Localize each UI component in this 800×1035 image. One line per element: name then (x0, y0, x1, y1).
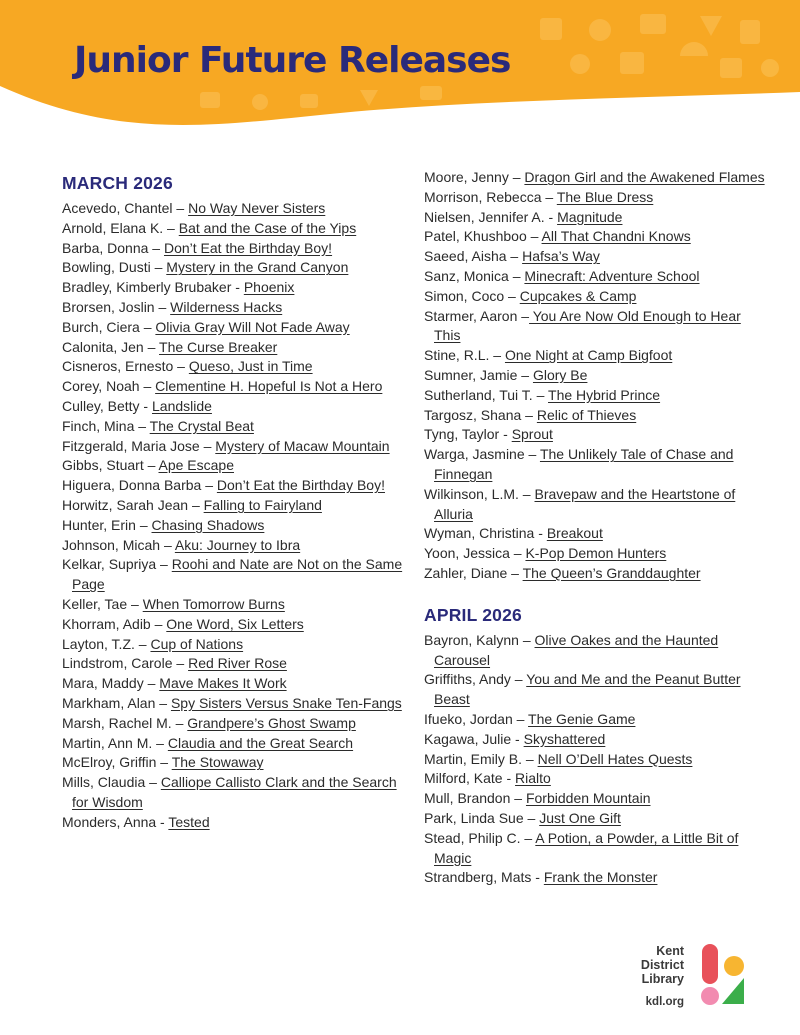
book-author: Zahler, Diane (424, 564, 508, 581)
separator: – (152, 734, 168, 751)
book-title-link[interactable]: Clementine H. Hopeful Is Not a Hero (155, 378, 383, 395)
separator: – (199, 437, 216, 454)
book-entry (62, 516, 407, 536)
book-author: Strandberg, Mats (424, 869, 532, 886)
separator: – (171, 714, 188, 731)
separator: – (143, 457, 159, 474)
book-title-link[interactable]: Frank the Monster (543, 869, 658, 886)
book-title-link[interactable]: The Genie Game (528, 710, 636, 727)
book-entry (62, 456, 407, 476)
book-entry (62, 674, 407, 694)
book-title-link[interactable]: Calliope Callisto Clark and the Search for Wisdom (72, 774, 397, 810)
logo-name (641, 944, 684, 986)
separator: – (156, 754, 172, 771)
book-entry (424, 868, 769, 888)
book-author: Marsh, Rachel M. (62, 714, 172, 731)
book-title-link[interactable]: The Stowaway (171, 754, 264, 771)
book-title-link[interactable]: No Way Never Sisters (188, 200, 326, 216)
book-entry (62, 357, 407, 377)
book-author: Mara, Maddy (62, 675, 144, 692)
book-entry (424, 670, 769, 710)
book-title-link[interactable]: Chasing Shadows (151, 516, 265, 533)
book-title-link[interactable]: When Tomorrow Burns (142, 595, 285, 612)
book-title-link[interactable]: Tested (168, 813, 210, 830)
book-title-link[interactable]: Nell O’Dell Hates Quests (537, 750, 693, 767)
separator: – (150, 259, 167, 276)
book-title-link[interactable]: Just One Gift (539, 809, 621, 826)
book-entry (424, 710, 769, 730)
separator: - (502, 770, 516, 787)
book-title-link[interactable]: The Hybrid Prince (548, 386, 661, 403)
book-title-link[interactable]: Mystery in the Grand Canyon (166, 259, 349, 276)
separator: – (506, 248, 523, 265)
separator: - (156, 813, 169, 830)
separator: – (134, 635, 151, 652)
separator: – (173, 358, 189, 375)
section-gap (424, 584, 769, 602)
section-heading: MARCH 2026 (62, 173, 173, 193)
separator: – (134, 417, 150, 434)
separator: – (135, 516, 152, 533)
separator: – (524, 446, 540, 463)
separator: – (188, 496, 204, 513)
book-author: McElroy, Griffin (62, 754, 157, 771)
book-title-link[interactable]: Wilderness Hacks (170, 298, 283, 315)
book-entry (424, 287, 769, 307)
separator: – (521, 406, 537, 423)
book-entry (424, 769, 769, 789)
book-entry (424, 247, 769, 267)
logo-line-3: Library (641, 972, 684, 986)
book-author: Tyng, Taylor (424, 426, 500, 443)
separator: – (520, 829, 536, 846)
book-author: Monders, Anna (62, 813, 157, 830)
book-author: Fitzgerald, Maria Jose (62, 437, 200, 454)
separator: – (489, 347, 505, 364)
book-entry (424, 307, 769, 347)
book-author: Moore, Jenny (424, 169, 509, 185)
separator: – (148, 239, 164, 256)
book-entry (62, 635, 407, 655)
book-author: Warga, Jasmine (424, 446, 525, 463)
logo-line-2: District (640, 958, 684, 972)
book-title-link[interactable]: Grandpere’s Ghost Swamp (187, 714, 356, 731)
separator: – (518, 631, 535, 648)
book-entry (62, 258, 407, 278)
separator: – (155, 694, 171, 711)
separator: – (160, 536, 175, 553)
separator: – (517, 366, 533, 383)
column-left (62, 168, 407, 833)
book-author: Simon, Coco (424, 287, 505, 304)
separator: – (143, 675, 160, 692)
separator: – (526, 228, 542, 245)
separator: – (522, 750, 538, 767)
logo-url: kdl.org (645, 996, 684, 1008)
book-title-link[interactable]: Don’t Eat the Birthday Boy! (216, 477, 385, 494)
separator: – (517, 307, 530, 324)
book-entry (424, 750, 769, 770)
book-title-link[interactable]: Cup of Nations (150, 635, 244, 652)
book-entry (62, 694, 407, 714)
separator: – (508, 267, 525, 284)
book-title-link[interactable]: K-Pop Demon Hunters (525, 545, 667, 562)
book-entry (424, 406, 769, 426)
book-title-link[interactable]: Queso, Just in Time (188, 358, 313, 375)
separator: – (172, 655, 189, 672)
book-title-link[interactable]: A Potion, a Powder, a Little Bit of Magic (434, 829, 739, 866)
book-entry (424, 168, 769, 188)
book-entry (424, 188, 769, 208)
book-title-link[interactable]: Aku: Journey to Ibra (174, 536, 301, 553)
separator: – (541, 188, 557, 205)
book-entry (424, 829, 769, 869)
book-title-link[interactable]: Falling to Fairyland (203, 496, 322, 513)
separator: – (510, 671, 527, 688)
book-title-link[interactable]: Rialto (515, 770, 551, 787)
book-entry (62, 595, 407, 615)
book-title-link[interactable]: The Curse Breaker (159, 338, 278, 355)
book-entry (62, 714, 407, 734)
book-author: Bayron, Kalynn (424, 631, 519, 648)
book-title-link[interactable]: Breakout (546, 525, 603, 542)
column-right (424, 168, 769, 888)
book-entry (424, 346, 769, 366)
book-title-link[interactable]: Phoenix (243, 279, 295, 296)
book-entry (62, 496, 407, 516)
book-author: Bradley, Kimberly Brubaker (62, 279, 232, 296)
book-author: Sumner, Jamie (424, 366, 518, 383)
book-author: Arnold, Elana K. (62, 219, 164, 236)
separator: – (518, 485, 535, 502)
book-author: Stead, Philip C. (424, 829, 521, 846)
book-entry (424, 789, 769, 809)
book-title-link[interactable]: Minecraft: Adventure School (524, 267, 700, 284)
book-entry (62, 278, 407, 298)
book-author: Saeed, Aisha (424, 248, 507, 265)
book-entry (424, 445, 769, 485)
book-author: Hunter, Erin (62, 516, 136, 533)
book-title-link[interactable]: You and Me and the Peanut Butter Beast (434, 671, 741, 708)
book-entry (62, 654, 407, 674)
book-author: Keller, Tae (62, 595, 128, 612)
separator: – (172, 200, 189, 216)
separator: - (231, 279, 244, 296)
book-title-link[interactable]: You Are Now Old Enough to Hear This (434, 307, 741, 344)
book-title-link[interactable]: Mave Makes It Work (159, 675, 287, 692)
separator: – (150, 615, 167, 632)
book-title-link[interactable]: Hafsa’s Way (522, 248, 600, 265)
book-author: Griffiths, Andy (424, 671, 511, 688)
book-title-link[interactable]: Relic of Thieves (536, 406, 637, 423)
book-title-link[interactable]: Dragon Girl and the Awakened Flames (524, 169, 765, 185)
book-author: Nielsen, Jennifer A. (424, 208, 545, 225)
book-author: Patel, Khushboo (424, 228, 527, 245)
book-author: Yoon, Jessica (424, 545, 510, 562)
book-entry (62, 417, 407, 437)
separator: – (532, 386, 549, 403)
book-title-link[interactable]: Forbidden Mountain (525, 790, 651, 807)
book-author: Sutherland, Tui T. (424, 386, 533, 403)
book-title-link[interactable]: Spy Sisters Versus Snake Ten-Fangs (170, 694, 402, 711)
separator: – (143, 338, 160, 355)
separator: - (511, 730, 524, 747)
book-title-link[interactable]: The Unlikely Tale of Chase and Finnegan (434, 446, 734, 482)
book-entry (62, 377, 407, 397)
book-entry (62, 219, 407, 239)
book-author: Finch, Mina (62, 417, 135, 434)
book-title-link[interactable]: Mystery of Macaw Mountain (215, 437, 390, 454)
book-author: Wilkinson, L.M. (424, 485, 519, 502)
book-title-link[interactable]: Roohi and Nate are Not on the Same Page (72, 556, 403, 593)
book-entry (424, 631, 769, 671)
book-entry (424, 386, 769, 406)
book-author: Targosz, Shana (424, 406, 522, 423)
page-title: Junior Future Releases (74, 40, 511, 81)
separator: - (534, 525, 547, 542)
book-entry (424, 208, 769, 228)
book-title-link[interactable]: Cupcakes & Camp (519, 287, 637, 304)
book-author: Horwitz, Sarah Jean (62, 496, 189, 513)
book-author: Khorram, Adib (62, 615, 151, 632)
book-entry (62, 397, 407, 417)
separator: – (508, 169, 525, 185)
book-entry (62, 773, 407, 813)
book-author: Lindstrom, Carole (62, 655, 173, 672)
book-title-link[interactable]: Sprout (511, 426, 553, 443)
book-author: Cisneros, Ernesto (62, 358, 174, 375)
book-author: Mull, Brandon (424, 790, 511, 807)
separator: – (163, 219, 179, 236)
book-entry (424, 267, 769, 287)
book-entry (424, 425, 769, 445)
book-author: Bowling, Dusti (62, 259, 151, 276)
book-entry (62, 476, 407, 496)
book-entry (62, 555, 407, 595)
book-author: Ifueko, Jordan (424, 710, 513, 727)
book-entry (424, 485, 769, 525)
separator: – (154, 298, 171, 315)
book-author: Barba, Donna (62, 239, 149, 256)
book-author: Kelkar, Supriya (62, 556, 157, 573)
book-author: Stine, R.L. (424, 347, 490, 364)
book-author: Milford, Kate (424, 770, 503, 787)
book-entry (62, 199, 407, 219)
kdl-logo-mark-icon (694, 942, 774, 1012)
separator: – (139, 378, 156, 395)
book-title-link[interactable]: Ape Escape (158, 457, 234, 474)
book-entry (62, 239, 407, 259)
book-title-link[interactable]: Claudia and the Great Search (167, 734, 354, 751)
kdl-logo (614, 938, 774, 1018)
book-entry (424, 544, 769, 564)
book-author: Mills, Claudia (62, 774, 146, 791)
separator: – (509, 545, 526, 562)
book-entry (424, 524, 769, 544)
book-author: Culley, Betty (62, 397, 140, 414)
separator: - (139, 397, 152, 414)
book-author: Acevedo, Chantel (62, 200, 173, 216)
separator: – (145, 774, 161, 791)
book-title-link[interactable]: The Crystal Beat (149, 417, 254, 434)
book-title-link[interactable]: Bat and the Case of the Yips (178, 219, 357, 236)
separator: – (504, 287, 520, 304)
book-author: Markham, Alan (62, 694, 156, 711)
separator: – (510, 790, 526, 807)
book-entry (62, 753, 407, 773)
book-title-link[interactable]: Olive Oakes and the Haunted Carousel (434, 631, 719, 668)
separator: - (544, 208, 558, 225)
separator: – (523, 809, 540, 826)
book-entry (424, 227, 769, 247)
separator: - (499, 426, 512, 443)
book-title-link[interactable]: One Word, Six Letters (166, 615, 304, 632)
book-author: Calonita, Jen (62, 338, 144, 355)
book-author: Higuera, Donna Barba (62, 477, 202, 494)
book-entry (424, 366, 769, 386)
book-author: Johnson, Micah (62, 536, 161, 553)
book-title-link[interactable]: Bravepaw and the Heartstone of Alluria (434, 485, 736, 522)
book-author: Wyman, Christina (424, 525, 535, 542)
logo-line-1: Kent (656, 944, 684, 958)
book-author: Starmer, Aaron (424, 307, 518, 324)
separator: – (512, 710, 529, 727)
book-entry (424, 564, 769, 584)
book-title-link[interactable]: Don’t Eat the Birthday Boy! (163, 239, 333, 256)
book-author: Brorsen, Joslin (62, 298, 155, 315)
separator: - (531, 869, 544, 886)
book-title-link[interactable]: The Blue Dress (556, 188, 654, 205)
book-author: Martin, Emily B. (424, 750, 523, 767)
book-author: Corey, Noah (62, 378, 140, 395)
section-heading: APRIL 2026 (424, 604, 522, 625)
book-entry (62, 338, 407, 358)
book-entry (62, 813, 407, 833)
book-title-link[interactable]: Landslide (152, 397, 212, 414)
separator: – (127, 595, 143, 612)
book-author: Sanz, Monica (424, 267, 509, 284)
book-author: Layton, T.Z. (62, 635, 135, 652)
separator: – (156, 556, 172, 573)
book-author: Morrison, Rebecca (424, 188, 542, 205)
book-entry (62, 734, 407, 754)
book-title-link[interactable]: The Queen’s Granddaughter (522, 564, 701, 581)
book-entry (62, 298, 407, 318)
book-entry (62, 437, 407, 457)
book-author: Park, Linda Sue (424, 809, 524, 826)
book-author: Kagawa, Julie (424, 730, 512, 747)
book-title-link[interactable]: One Night at Camp Bigfoot (504, 347, 673, 364)
separator: – (507, 564, 523, 581)
book-entry (62, 615, 407, 635)
book-title-link[interactable]: All That Chandni Knows (541, 228, 691, 245)
book-author: Gibbs, Stuart (62, 457, 144, 474)
book-entry (62, 318, 407, 338)
book-entry (424, 730, 769, 750)
book-title-link[interactable]: Skyshattered (523, 730, 606, 747)
book-author: Martin, Ann M. (62, 734, 153, 751)
book-title-link[interactable]: Olivia Gray Will Not Fade Away (155, 318, 350, 335)
separator: – (201, 477, 217, 494)
book-title-link[interactable]: Magnitude (557, 208, 623, 225)
book-entry (62, 536, 407, 556)
book-title-link[interactable]: Red River Rose (188, 655, 287, 672)
book-title-link[interactable]: Glory Be (532, 366, 588, 383)
separator: – (139, 318, 156, 335)
book-author: Burch, Ciera (62, 318, 140, 335)
book-entry (424, 809, 769, 829)
